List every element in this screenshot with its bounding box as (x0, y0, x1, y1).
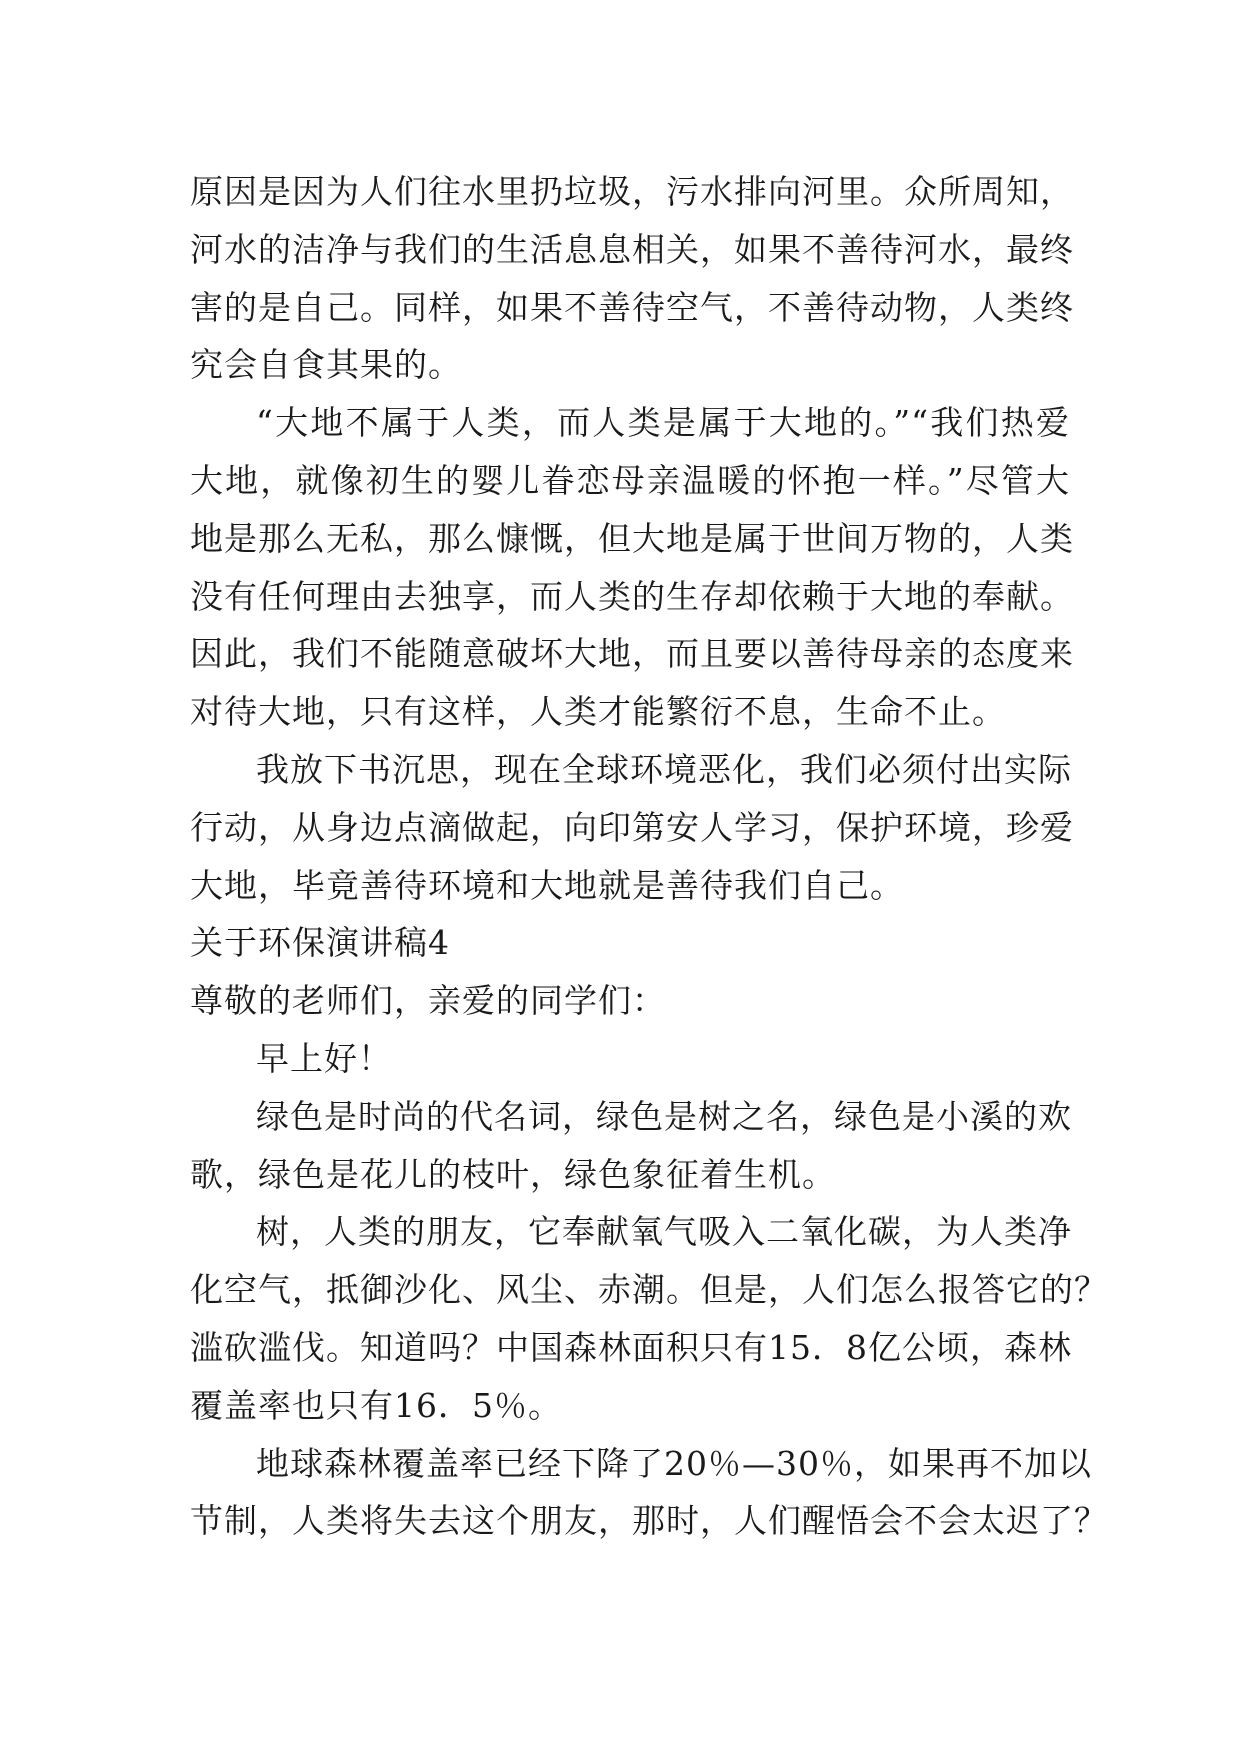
text-line: 地是那么无私，那么慷慨，但大地是属于世间万物的，人类 (190, 518, 1074, 558)
text-line: 原因是因为人们往水里扔垃圾，污水排向河里。众所周知， (190, 172, 1074, 211)
text-line: 没有任何理由去独享，而人类的生存却依赖于大地的奉献。 (190, 576, 1074, 616)
text-line: 歌，绿色是花儿的枝叶，绿色象征着生机。 (190, 1154, 836, 1194)
text-line: 因此，我们不能随意破坏大地，而且要以善待母亲的态度来 (190, 634, 1074, 674)
text-line: 绿色是时尚的代名词，绿色是树之名，绿色是小溪的欢 (256, 1096, 1072, 1136)
text-line: 滥砍滥伐。知道吗？中国森林面积只有15．8亿公顷，森林 (190, 1327, 1072, 1367)
text-line: 大地，就像初生的婴儿眷恋母亲温暖的怀抱一样。”尽管大 (190, 460, 1070, 500)
text-line: 害的是自己。同样，如果不善待空气，不善待动物，人类终 (190, 287, 1074, 327)
text-line: 行动，从身边点滴做起，向印第安人学习，保护环境，珍爱 (190, 807, 1074, 847)
text-line: 我放下书沉思，现在全球环境恶化，我们必须付出实际 (256, 749, 1072, 789)
text-line: 河水的洁净与我们的生活息息相关，如果不善待河水，最终 (190, 229, 1074, 269)
text-line: 节制，人类将失去这个朋友，那时，人们醒悟会不会太迟了？ (190, 1501, 1108, 1541)
text-line: 树，人类的朋友，它奉献氧气吸入二氧化碳，为人类净 (256, 1212, 1072, 1252)
text-line: 地球森林覆盖率已经下降了20％—30％，如果再不加以 (256, 1443, 1092, 1483)
text-line: 对待大地，只有这样，人类才能繁衍不息，生命不止。 (190, 692, 1006, 732)
text-line: 尊敬的老师们，亲爱的同学们： (190, 981, 666, 1021)
text-line: “大地不属于人类，而人类是属于大地的。”“我们热爱 (256, 403, 1070, 443)
document-body (190, 163, 1108, 1550)
text-line: 大地，毕竟善待环境和大地就是善待我们自己。 (190, 865, 904, 905)
text-line: 究会自食其果的。 (190, 345, 462, 385)
text-line: 化空气，抵御沙化、风尘、赤潮。但是，人们怎么报答它的？ (190, 1270, 1108, 1310)
text-line: 早上好！ (256, 1038, 392, 1078)
text-line: 覆盖率也只有16．5％。 (190, 1385, 562, 1425)
text-line: 关于环保演讲稿4 (190, 923, 450, 963)
